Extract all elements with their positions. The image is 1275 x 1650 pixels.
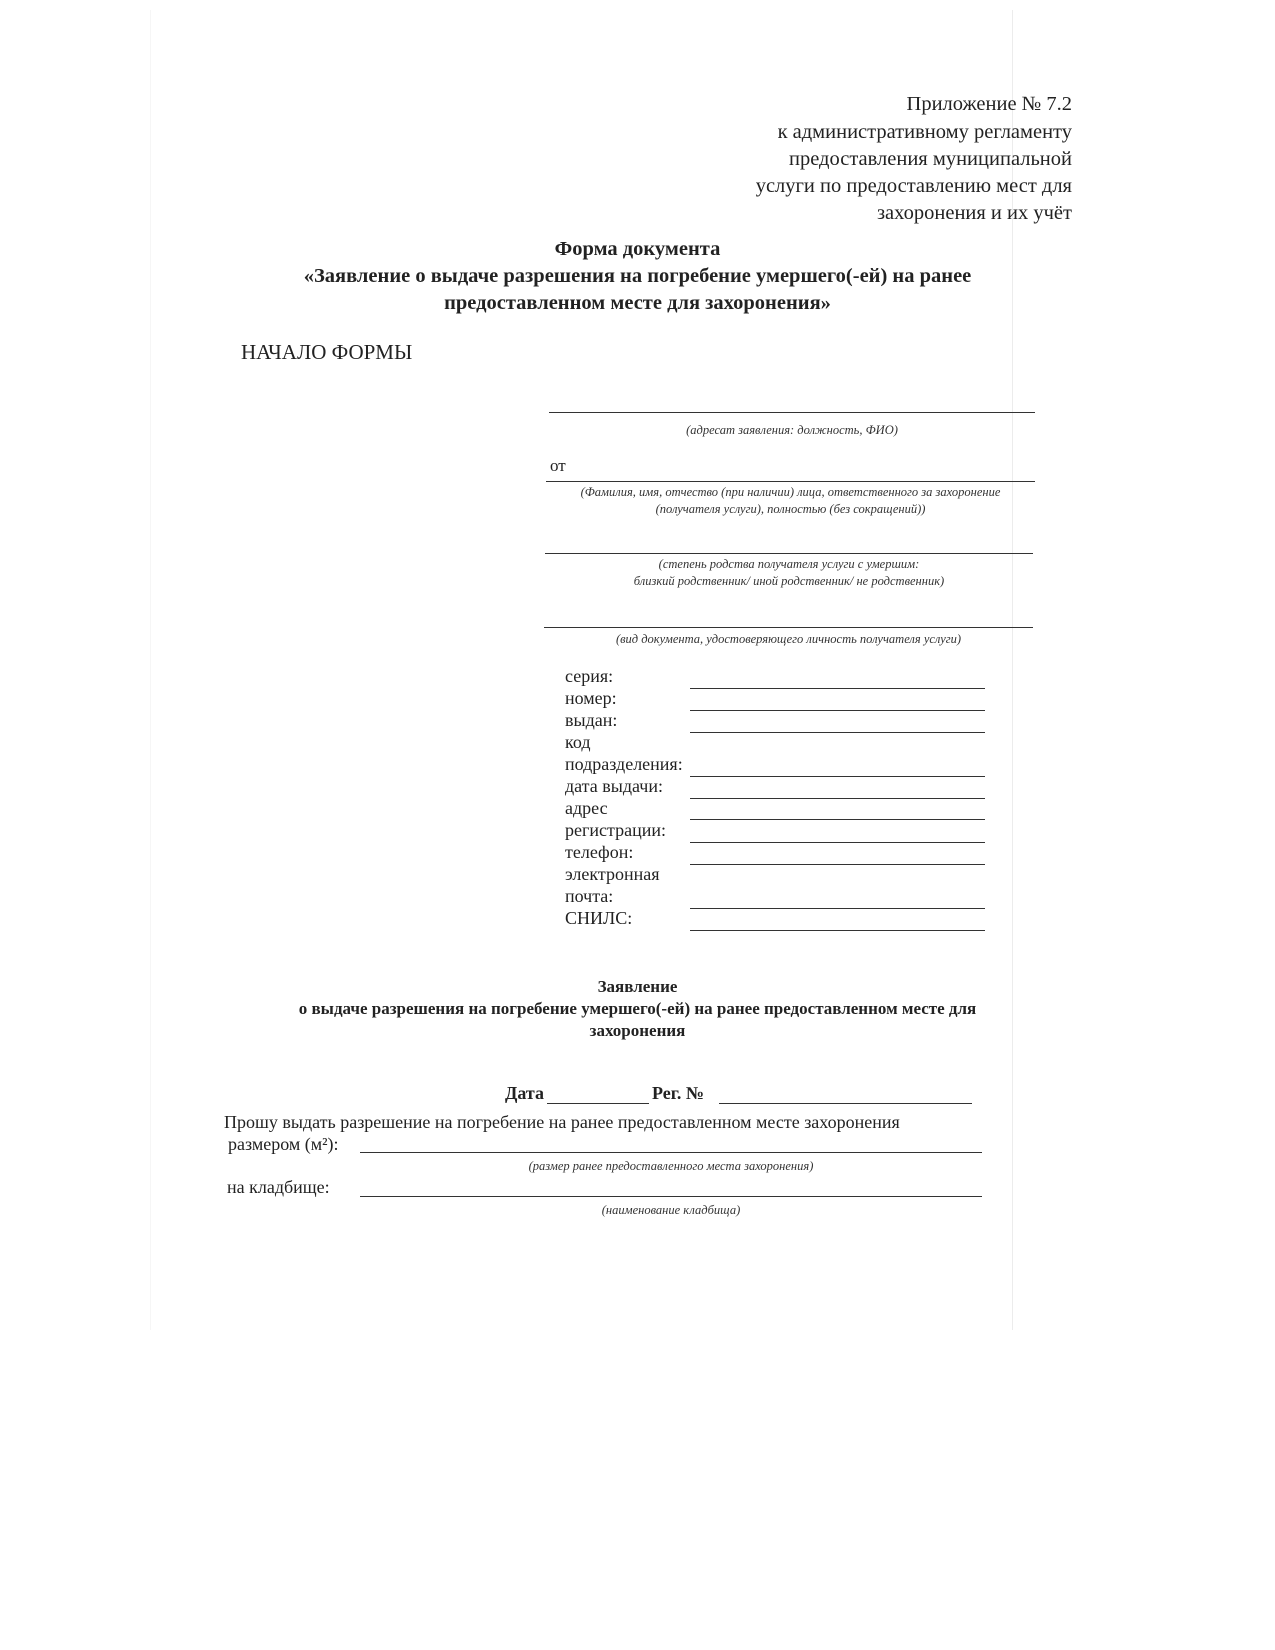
elektronnaya-label: электронная xyxy=(565,864,660,884)
seria-field-line[interactable] xyxy=(690,688,985,689)
vydan-field-line[interactable] xyxy=(690,732,985,733)
podrazdeleniya-field-line[interactable] xyxy=(690,776,985,777)
from-caption-line-1: (Фамилия, имя, отчество (при наличии) лица, ответственного за захоронение xyxy=(580,485,1001,499)
telefon-label: телефон: xyxy=(565,842,634,862)
relation-field-line[interactable] xyxy=(545,553,1033,554)
pochta-label: почта: xyxy=(565,886,614,906)
cemetery-label: на кладбище: xyxy=(227,1177,330,1197)
request-text: Прошу выдать разрешение на погребение на ранее предоставленном месте захоронения xyxy=(224,1112,900,1132)
form-title-line-2: «Заявление о выдаче разрешения на погребение умершего(-ей) на ранее xyxy=(303,265,972,287)
adres-field-line-2[interactable] xyxy=(690,842,985,843)
form-title-line-1: Форма документа xyxy=(554,238,721,260)
cemetery-caption: (наименование кладбища) xyxy=(601,1203,741,1217)
podrazdeleniya-label: подразделения: xyxy=(565,754,683,774)
vydan-label: выдан: xyxy=(565,710,618,730)
id-document-field-line[interactable] xyxy=(544,627,1033,628)
from-label: от xyxy=(550,456,566,475)
adres-label: адрес xyxy=(565,798,608,818)
form-start-label: НАЧАЛО ФОРМЫ xyxy=(241,340,413,364)
telefon-field-line[interactable] xyxy=(690,864,985,865)
data-vydachi-field-line[interactable] xyxy=(690,798,985,799)
scan-edge-line-left xyxy=(150,10,151,1330)
zayavlenie-line-3: захоронения xyxy=(589,1021,686,1040)
form-title-line-3: предоставленном месте для захоронения» xyxy=(444,292,831,314)
nomer-field-line[interactable] xyxy=(690,710,985,711)
appendix-line-2: предоставления муниципальной xyxy=(788,148,1072,170)
date-label: Дата xyxy=(505,1083,544,1103)
addressee-field-line[interactable] xyxy=(549,412,1035,413)
reg-number-field-line[interactable] xyxy=(719,1103,972,1104)
id-document-caption: (вид документа, удостоверяющего личность получателя услуги) xyxy=(615,632,962,646)
snils-label: СНИЛС: xyxy=(565,908,633,928)
snils-field-line[interactable] xyxy=(690,930,985,931)
appendix-number: Приложение № 7.2 xyxy=(906,93,1072,115)
cemetery-field-line[interactable] xyxy=(360,1196,982,1197)
zayavlenie-line-2: о выдаче разрешения на погребение умершего(-ей) на ранее предоставленном месте для xyxy=(298,999,977,1018)
registracii-label: регистрации: xyxy=(565,820,666,840)
date-field-line[interactable] xyxy=(547,1103,649,1104)
relation-caption-line-2: близкий родственник/ иной родственник/ не родственник) xyxy=(633,574,945,588)
adres-field-line-1[interactable] xyxy=(690,819,985,820)
size-field-line[interactable] xyxy=(360,1152,982,1153)
relation-caption-line-1: (степень родства получателя услуги с умершим: xyxy=(658,557,920,571)
appendix-line-3: услуги по предоставлению мест для xyxy=(755,175,1072,197)
nomer-label: номер: xyxy=(565,688,617,708)
from-field-line[interactable] xyxy=(546,481,1035,482)
from-caption-line-2: (получателя услуги), полностью (без сокращений)) xyxy=(655,502,926,516)
kod-label: код xyxy=(565,732,591,752)
data-vydachi-label: дата выдачи: xyxy=(565,776,663,796)
seria-label: серия: xyxy=(565,666,614,686)
zayavlenie-heading: Заявление xyxy=(597,977,678,996)
appendix-line-1: к административному регламенту xyxy=(777,121,1072,143)
reg-number-label: Рег. № xyxy=(652,1083,704,1103)
size-label: размером (м²): xyxy=(228,1134,339,1154)
addressee-caption: (адресат заявления: должность, ФИО) xyxy=(686,423,898,437)
size-caption: (размер ранее предоставленного места захоронения) xyxy=(528,1159,814,1173)
email-field-line[interactable] xyxy=(690,908,985,909)
appendix-line-4: захоронения и их учёт xyxy=(876,202,1072,224)
